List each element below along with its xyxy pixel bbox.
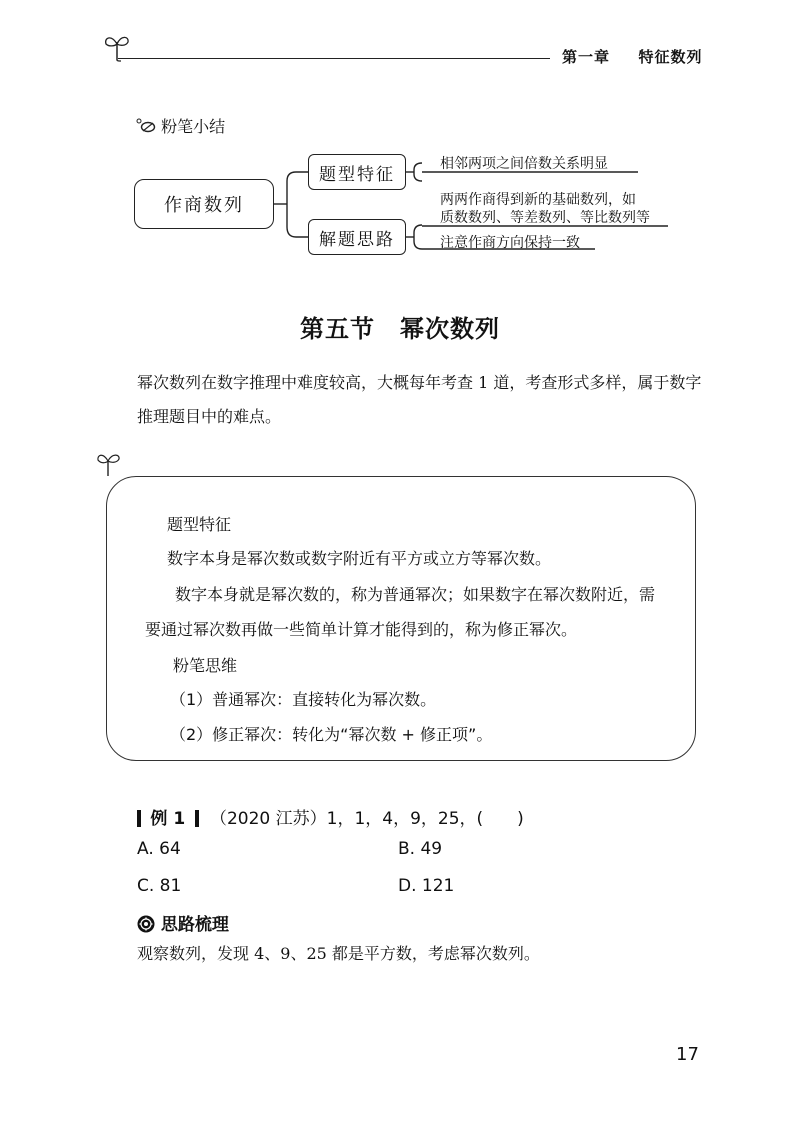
page-number: 17 (676, 1044, 699, 1065)
example-tag: 例 1 (150, 809, 186, 829)
option-b: B. 49 (398, 839, 443, 859)
mindmap-branch-feature (308, 154, 406, 190)
tag-bar (137, 810, 141, 827)
branch-label: 题型特征 (319, 164, 395, 185)
option-d: D. 121 (398, 876, 455, 896)
intro-paragraph-line: 幂次数列在数字推理中难度较高，大概每年考查 1 道，考查形式多样，属于数字 (137, 373, 702, 392)
tip-line: 数字本身就是幂次数的，称为普通幂次；如果数字在幂次数附近，需 (175, 585, 656, 604)
mindmap-branch-solve (308, 219, 406, 255)
mindmap-connectors (0, 0, 800, 300)
tip-point: （2）修正幂次：转化为“幂次数 + 修正项”。 (170, 725, 493, 744)
mindmap-leaf: 相邻两项之间倍数关系明显 (440, 156, 608, 172)
tip-line: 要通过幂次数再做一些简单计算才能得到的，称为修正幂次。 (145, 620, 578, 639)
section-title: 第五节 幂次数列 (300, 315, 500, 343)
example-question (137, 804, 524, 829)
summary-title: 粉笔小结 (161, 117, 226, 136)
mindmap-root-label: 作商数列 (164, 195, 244, 216)
option-c: C. 81 (137, 876, 182, 896)
gear-icon (137, 915, 155, 933)
tag-bar (195, 810, 199, 827)
question-text: （2020 江苏）1，1，4，9，25，( ) (209, 809, 524, 829)
tip-heading: 粉笔思维 (173, 656, 238, 675)
tip-line: 数字本身是幂次数或数字附近有平方或立方等幂次数。 (167, 549, 552, 568)
mindmap-leaf: 质数数列、等差数列、等比数列等 (440, 210, 650, 226)
analysis-text: 观察数列，发现 4、9、25 都是平方数，考虑幂次数列。 (137, 944, 540, 963)
mindmap-leaf: 两两作商得到新的基础数列，如 (440, 192, 636, 208)
analysis-heading (137, 910, 229, 935)
analysis-title: 思路梳理 (160, 915, 229, 935)
mindmap-leaf: 注意作商方向保持一致 (440, 235, 580, 251)
chapter-label: 第一章 (562, 48, 611, 66)
branch-label: 解题思路 (319, 229, 395, 250)
sprout-icon (96, 448, 122, 482)
chapter-topic: 特征数列 (638, 48, 703, 66)
tip-point: （1）普通幂次：直接转化为幂次数。 (170, 690, 437, 709)
option-a: A. 64 (137, 839, 181, 859)
mindmap-root (134, 179, 274, 229)
intro-paragraph-line: 推理题目中的难点。 (137, 407, 282, 426)
tip-heading: 题型特征 (167, 515, 232, 534)
